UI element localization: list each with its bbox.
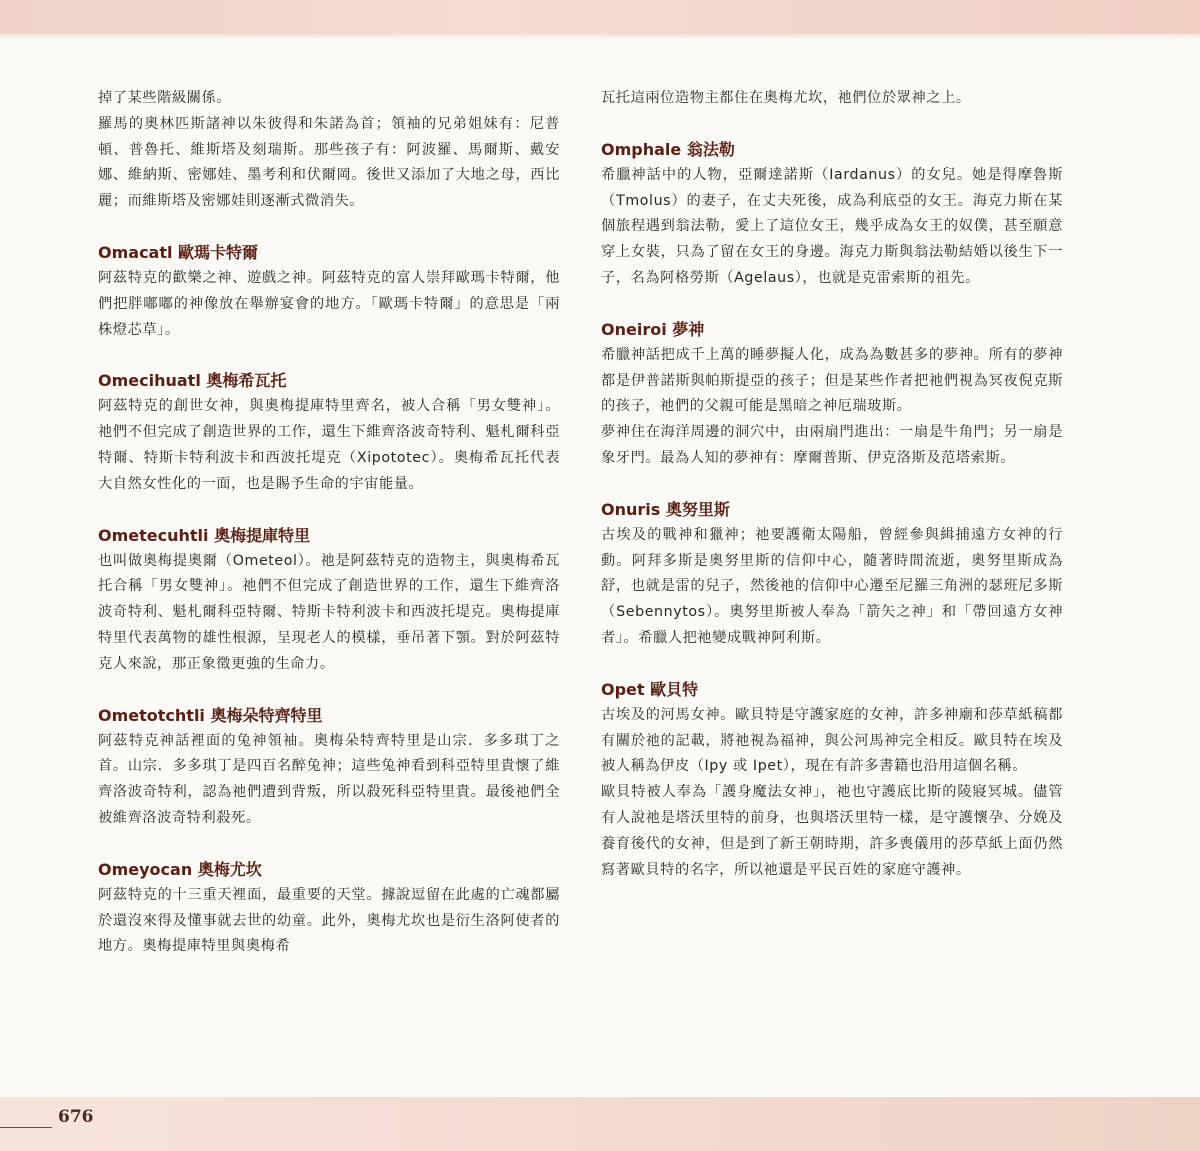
- entry-omphale: [601, 138, 1063, 292]
- entry-heading: Oneiroi 夢神: [601, 319, 705, 339]
- entry-ometotchtli: [98, 704, 560, 832]
- entry-paragraph: 夢神住在海洋周邊的洞穴中，由兩扇門進出：一扇是牛角門；另一扇是象牙門。最為人知的夢神有：摩爾普斯、伊克洛斯及范塔索斯。: [601, 424, 1063, 466]
- entry-heading: Ometecuhtli 奧梅提庫特里: [98, 525, 311, 545]
- entry-heading: Omeyocan 奧梅尤坎: [98, 859, 262, 879]
- intro-paragraph: 瓦托這兩位造物主都住在奧梅尤坎，祂們位於眾神之上。: [601, 90, 971, 106]
- entry-paragraph: 希臘神話把成千上萬的睡夢擬人化，成為為數甚多的夢神。所有的夢神都是伊普諾斯與帕斯提亞的孩子；但是某些作者把祂們視為冥夜倪克斯的孩子，祂們的父親可能是黑暗之神厄瑞玻斯。: [601, 346, 1063, 415]
- entry-omeyocan: [98, 858, 560, 960]
- entry-paragraph: 阿茲特克的創世女神，與奧梅提庫特里齊名，被人合稱「男女雙神」。祂們不但完成了創造世界的工作，還生下維齊洛波奇特利、魁札爾科亞特爾、特斯卡特利波卡和西波托堤克（Xipototec）。奧梅希瓦托代表大自然女性化的一面，也是賜予生命的宇宙能量。: [98, 398, 560, 492]
- entry-heading: Omphale 翁法勒: [601, 139, 735, 159]
- entry-paragraph: 也叫做奧梅提奧爾（Ometeol）。祂是阿茲特克的造物主，與奧梅希瓦托合稱「男女雙神」。祂們不但完成了創造世界的工作，還生下維齊洛波奇特利、魁札爾科亞特爾、特斯卡特利波卡和西波托堤克。奧梅提庫特里代表萬物的雄性根源，呈現老人的模樣，垂吊著下顎。對於阿茲特克人來說，那正象徵更強的生命力。: [98, 552, 560, 672]
- entry-paragraph: 古埃及的戰神和獵神；祂要護衛太陽船，曾經參與緝捕遠方女神的行動。阿拜多斯是奧努里斯的信仰中心，隨著時間流逝，奧努里斯成為舒，也就是雷的兒子，然後祂的信仰中心遷至尼羅三角洲的瑟班尼多斯（Sebennytos）。奧努里斯被人奉為「箭矢之神」和「帶回遠方女神者」。希臘人把祂變成戰神阿利斯。: [601, 526, 1063, 646]
- page-number: 676: [58, 1107, 94, 1127]
- entry-paragraph: 古埃及的河馬女神。歐貝特是守護家庭的女神，許多神廟和莎草紙稿都有關於祂的記載，將祂視為福神，與公河馬神完全相反。歐貝特在埃及被人稱為伊皮（Ipy 或 Ipet），現在有許多書籍也沿用這個名稱。: [601, 706, 1063, 775]
- entry-paragraph: 歐貝特被人奉為「護身魔法女神」，祂也守護底比斯的陵寢冥城。儘管有人說祂是塔沃里特的前身，也與塔沃里特一樣，是守護懷孕、分娩及養育後代的女神，但是到了新王朝時期，許多喪儀用的莎草紙上面仍然寫著歐貝特的名字，所以祂還是平民百姓的家庭守護神。: [601, 784, 1063, 878]
- entry-ometecuhtli: [98, 524, 560, 678]
- right-column: [601, 86, 1063, 883]
- bottom-decorative-band: [0, 1097, 1200, 1151]
- entry-opet: [601, 678, 1063, 884]
- entry-heading: Onuris 奧努里斯: [601, 499, 730, 519]
- entry-omecihuatl: [98, 369, 560, 497]
- entry-heading: Ometotchtli 奧梅朵特齊特里: [98, 705, 323, 725]
- page-number-rule: [0, 1127, 52, 1128]
- entry-paragraph: 阿茲特克的十三重天裡面，最重要的天堂。據說逗留在此處的亡魂都屬於還沒來得及懂事就去世的幼童。此外，奧梅尤坎也是衍生洛阿使者的地方。奧梅提庫特里與奧梅希: [98, 886, 560, 955]
- entry-heading: Omecihuatl 奧梅希瓦托: [98, 371, 287, 391]
- entry-omacatl: [98, 241, 560, 343]
- entry-onuris: [601, 498, 1063, 652]
- intro-paragraph: 掉了某些階級關係。: [98, 90, 232, 106]
- entry-oneiroi: [601, 318, 1063, 472]
- entry-paragraph: 希臘神話中的人物，亞爾達諾斯（Iardanus）的女兒。她是得摩魯斯（Tmolus）的妻子，在丈夫死後，成為利底亞的女王。海克力斯在某個旅程遇到翁法勒，愛上了這位女王，幾乎成為女王的奴僕，甚至願意穿上女裝，只為了留在女王的身邊。海克力斯與翁法勒結婚以後生下一子，名為阿格勞斯（Agelaus），也就是克雷索斯的祖先。: [601, 166, 1063, 286]
- entry-heading: Omacatl 歐瑪卡特爾: [98, 242, 259, 262]
- entry-paragraph: 阿茲特克神話裡面的兔神領袖。奧梅朵特齊特里是山宗．多多琪丁之首。山宗．多多琪丁是四百名醉兔神；這些兔神看到科亞特里貴懷了維齊洛波奇特利，認為祂們遭到背叛，所以殺死科亞特里貴。最後祂們全被維齊洛波奇特利殺死。: [98, 732, 560, 826]
- entry-heading: Opet 歐貝特: [601, 679, 699, 699]
- top-decorative-band: [0, 0, 1200, 34]
- left-column: [98, 86, 560, 960]
- entry-paragraph: 阿茲特克的歡樂之神、遊戲之神。阿茲特克的富人崇拜歐瑪卡特爾，他們把胖嘟嘟的神像放在舉辦宴會的地方。「歐瑪卡特爾」的意思是「兩株燈芯草」。: [98, 269, 560, 338]
- intro-paragraph: 羅馬的奧林匹斯諸神以朱彼得和朱諾為首；領袖的兄弟姐妹有：尼普頓、普魯托、維斯塔及刻瑞斯。那些孩子有：阿波羅、馬爾斯、戴安娜、維納斯、密娜娃、墨考利和伏爾岡。後世又添加了大地之母，西比麗；而維斯塔及密娜娃則逐漸式微消失。: [98, 115, 560, 210]
